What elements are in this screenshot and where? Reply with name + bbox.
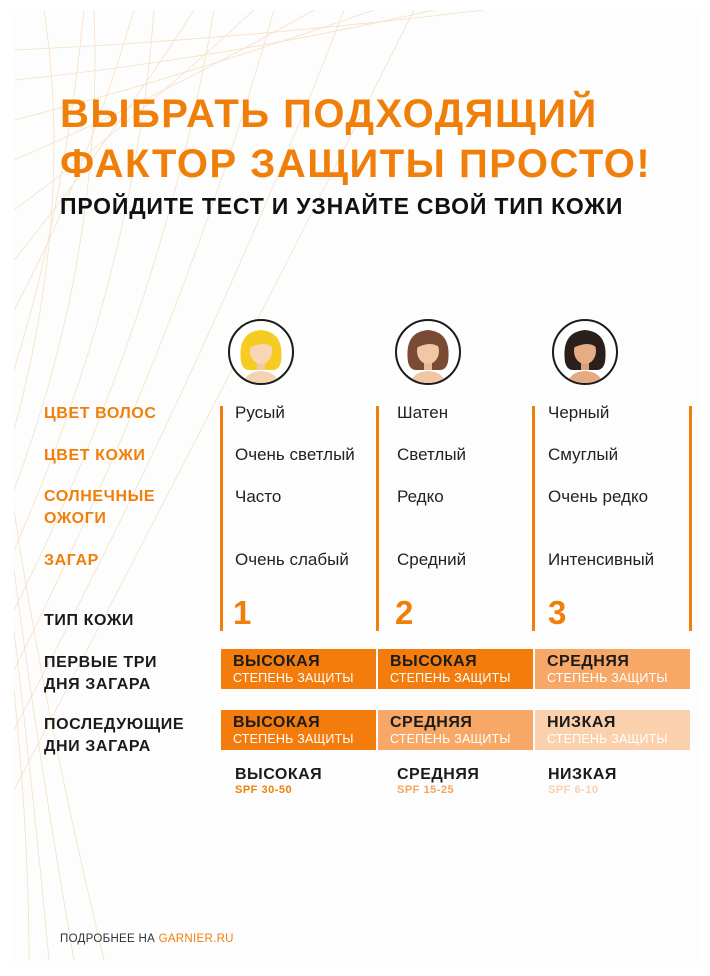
col1-hair: Русый (235, 403, 285, 422)
col1-spf (235, 766, 322, 796)
col2-first-level: ВЫСОКАЯ (390, 653, 478, 670)
col2-spf (397, 766, 479, 796)
col2-hair: Шатен (397, 403, 449, 422)
col2-skin: Светлый (397, 445, 467, 464)
col2-burns: Редко (397, 487, 444, 506)
col1-skin: Очень светлый (235, 445, 355, 464)
row-label-burns-1: СОЛНЕЧНЫЕ (44, 488, 156, 505)
col3-next-level: НИЗКАЯ (547, 714, 616, 731)
col3-skin: Смуглый (548, 445, 619, 464)
col3-spf-value: SPF 6-10 (548, 784, 599, 796)
subtitle: ПРОЙДИТЕ ТЕСТ И УЗНАЙТЕ СВОЙ ТИП КОЖИ (60, 193, 624, 219)
col1-first-days-cell (221, 649, 376, 689)
column-divider-3 (532, 406, 535, 631)
title-line-2: ФАКТОР ЗАЩИТЫ ПРОСТО! (60, 142, 652, 186)
row-label-next-days-2: ДНИ ЗАГАРА (44, 738, 151, 755)
row-label-skin: ЦВЕТ КОЖИ (44, 447, 146, 464)
column-divider-2 (376, 406, 379, 631)
footer (60, 933, 234, 945)
col2-first-days-cell (378, 649, 533, 689)
col3-next-caption: СТЕПЕНЬ ЗАЩИТЫ (547, 732, 668, 746)
row-label-burns-2: ОЖОГИ (44, 510, 107, 527)
title-line-1: ВЫБРАТЬ ПОДХОДЯЩИЙ (60, 92, 598, 136)
col3-first-level: СРЕДНЯЯ (547, 653, 630, 670)
row-label-first-days-1: ПЕРВЫЕ ТРИ (44, 654, 158, 671)
col3-skin-type-number: 3 (548, 594, 567, 631)
row-label-tan: ЗАГАР (44, 552, 99, 569)
col1-first-caption: СТЕПЕНЬ ЗАЩИТЫ (233, 671, 354, 685)
col1-next-level: ВЫСОКАЯ (233, 714, 321, 731)
infographic-page (14, 10, 698, 966)
col3-first-caption: СТЕПЕНЬ ЗАЩИТЫ (547, 671, 668, 685)
col2-next-level: СРЕДНЯЯ (390, 714, 473, 731)
col3-burns: Очень редко (548, 487, 649, 506)
col2-next-days-cell (378, 710, 533, 750)
col1-next-days-cell (221, 710, 376, 750)
col3-spf-level: НИЗКАЯ (548, 766, 617, 783)
col3-hair: Черный (548, 403, 610, 422)
col1-burns: Часто (235, 487, 282, 506)
col3-spf (548, 766, 617, 796)
row-label-first-days-2: ДНЯ ЗАГАРА (44, 676, 151, 693)
blonde-woman-icon (227, 318, 295, 386)
row-label-skin-type: ТИП КОЖИ (44, 612, 134, 629)
col2-spf-value: SPF 15-25 (397, 784, 455, 796)
row-label-hair: ЦВЕТ ВОЛОС (44, 405, 157, 422)
dark-hair-woman-icon (551, 318, 619, 386)
col2-first-caption: СТЕПЕНЬ ЗАЩИТЫ (390, 671, 511, 685)
col3-next-days-cell (535, 710, 690, 750)
col3-first-days-cell (535, 649, 690, 689)
row-label-next-days-1: ПОСЛЕДУЮЩИЕ (44, 716, 185, 733)
brunette-woman-icon (394, 318, 462, 386)
col3-tan: Интенсивный (548, 550, 655, 569)
col2-next-caption: СТЕПЕНЬ ЗАЩИТЫ (390, 732, 511, 746)
col1-first-level: ВЫСОКАЯ (233, 653, 321, 670)
col1-tan: Очень слабый (235, 550, 349, 569)
col2-tan: Средний (397, 550, 467, 569)
footer-prefix: ПОДРОБНЕЕ НА (60, 933, 156, 945)
col2-skin-type-number: 2 (395, 594, 414, 631)
col2-spf-level: СРЕДНЯЯ (397, 766, 480, 783)
column-divider-1 (220, 406, 223, 631)
col1-next-caption: СТЕПЕНЬ ЗАЩИТЫ (233, 732, 354, 746)
garnier-link[interactable]: GARNIER.RU (158, 933, 234, 945)
col1-skin-type-number: 1 (233, 594, 252, 631)
col1-spf-value: SPF 30-50 (235, 784, 293, 796)
col1-spf-level: ВЫСОКАЯ (235, 766, 323, 783)
column-divider-4 (689, 406, 692, 631)
